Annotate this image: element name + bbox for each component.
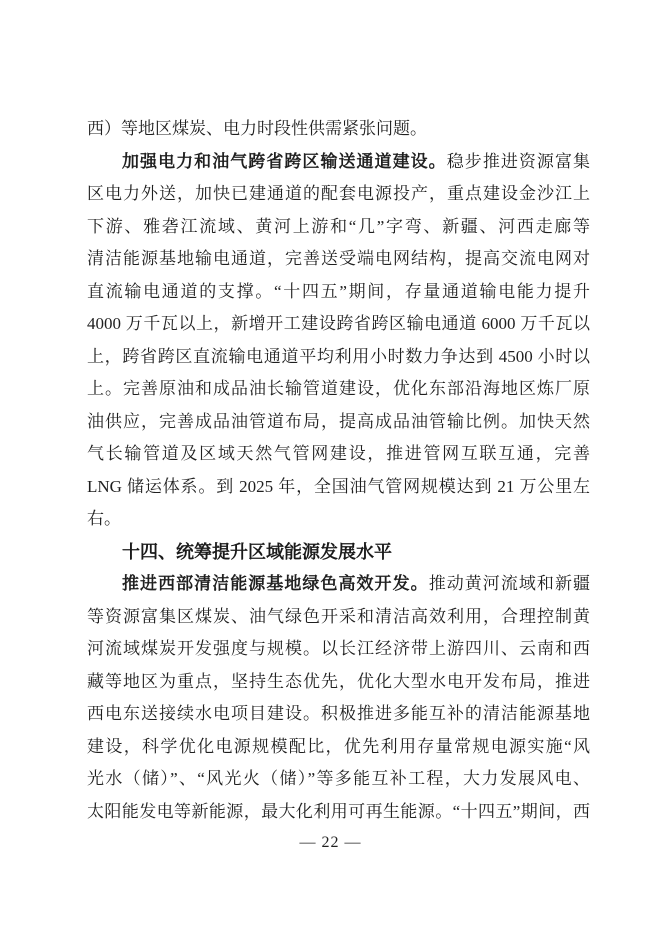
text-line: 建设，科学优化电源规模配比，优先利用存量常规电源实施“风: [87, 736, 590, 756]
text-line: 直流输电通道的支撑。“十四五”期间，存量通道输电能力提升: [87, 281, 590, 301]
text-line: 上，跨省跨区直流输电通道平均利用小时数力争达到 4500 小时以: [87, 346, 590, 366]
text-line: 光水（储）”、“风光火（储）”等多能互补工程，大力发展风电、: [87, 769, 590, 788]
text-line: 西）等地区煤炭、电力时段性供需紧张问题。: [87, 119, 427, 138]
section-heading: 十四、统筹提升区域能源发展水平: [122, 541, 392, 562]
text-line: 清洁能源基地输电通道，完善送受端电网结构，提高交流电网对: [87, 249, 590, 268]
text-line: 区电力外送，加快已建通道的配套电源投产，重点建设金沙江上: [87, 184, 590, 203]
text-line: 太阳能发电等新能源，最大化利用可再生能源。“十四五”期间，西: [87, 801, 590, 821]
text-line: 西电东送接续水电项目建设。积极推进多能互补的清洁能源基地: [87, 704, 590, 723]
text-line: 下游、雅砻江流域、黄河上游和“几”字弯、新疆、河西走廊等: [87, 216, 590, 236]
text-line: 4000 万千瓦以上，新增开工建设跨省跨区输电通道 6000 万千瓦以: [87, 314, 590, 333]
text-line: 藏等地区为重点，坚持生态优先，优化大型水电开发布局，推进: [87, 671, 590, 691]
paragraph-first-line: [87, 568, 590, 601]
page-number: — 22 —: [299, 834, 362, 851]
text-line: LNG 储运体系。到 2025 年，全国油气管网规模达到 21 万公里左: [87, 476, 590, 496]
paragraph-text: 稳步推进资源富集: [446, 151, 590, 171]
text-line: 等资源富集区煤炭、油气绿色开采和清洁高效利用，合理控制黄: [87, 606, 590, 626]
paragraph-lead-bold: 加强电力和油气跨省跨区输送通道建设。: [122, 151, 447, 171]
body-text: [87, 113, 590, 828]
paragraph-lead-bold: 推进西部清洁能源基地绿色高效开发。: [122, 574, 429, 593]
text-line: 气长输管道及区域天然气管网建设，推进管网互联互通，完善: [87, 444, 590, 463]
paragraph-text: 推动黄河流域和新疆: [428, 574, 590, 593]
text-line: 河流域煤炭开发强度与规模。以长江经济带上游四川、云南和西: [87, 639, 590, 658]
text-line: 右。: [87, 509, 121, 528]
text-line: 油供应，完善成品油管道布局，提高成品油管输比例。加快天然: [87, 411, 590, 431]
paragraph-first-line: [87, 146, 590, 179]
text-line: 上。完善原油和成品油长输管道建设，优化东部沿海地区炼厂原: [87, 379, 590, 398]
